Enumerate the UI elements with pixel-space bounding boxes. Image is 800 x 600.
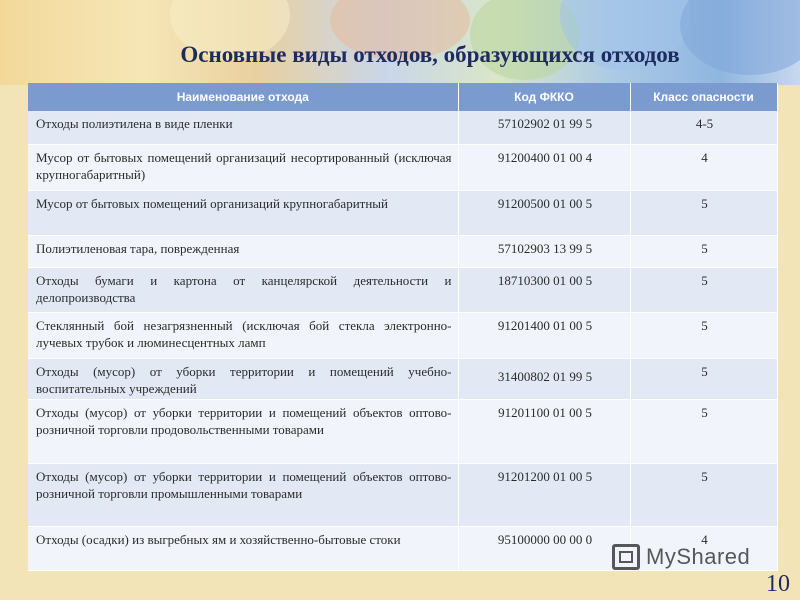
hazard-class-cell: 5 (630, 399, 777, 463)
fkko-code-cell: 31400802 01 99 5 (458, 358, 630, 399)
watermark-text: MyShared (646, 544, 751, 569)
waste-name-cell: Отходы (мусор) от уборки территории и помещений объектов оптово-розничной торговли продовольственными товарами (28, 399, 458, 463)
watermark-logo (612, 540, 762, 574)
waste-name-cell: Отходы (мусор) от уборки территории и помещений учебно-воспитательных учреждений (28, 358, 458, 399)
hazard-class-cell: 5 (630, 190, 777, 235)
hazard-class-cell: 5 (630, 312, 777, 358)
hazard-class-cell: 4 (630, 144, 777, 190)
presentation-icon (612, 544, 640, 570)
table-row (28, 399, 777, 463)
hazard-class-cell: 5 (630, 358, 777, 399)
table-row (28, 190, 777, 235)
table-row (28, 144, 777, 190)
table-row (28, 235, 777, 267)
waste-name-cell: Мусор от бытовых помещений организаций крупногабаритный (28, 190, 458, 235)
table-row (28, 312, 777, 358)
page-title: Основные виды отходов, образующихся отходов (180, 42, 680, 67)
waste-name-cell: Полиэтиленовая тара, поврежденная (28, 235, 458, 267)
header-hazard-class: Класс опасности (630, 83, 777, 111)
fkko-code-cell: 91201400 01 00 5 (458, 312, 630, 358)
table-row (28, 267, 777, 312)
fkko-code-cell: 57102903 13 99 5 (458, 235, 630, 267)
fkko-code-cell: 18710300 01 00 5 (458, 267, 630, 312)
header-waste-name: Наименование отхода (28, 83, 458, 111)
table-row (28, 463, 777, 526)
fkko-code-cell: 95100000 00 00 0 (458, 526, 630, 570)
waste-table-container (28, 83, 777, 571)
hazard-class-cell: 5 (630, 267, 777, 312)
waste-name-cell: Отходы бумаги и картона от канцелярской деятельности и делопроизводства (28, 267, 458, 312)
waste-name-cell: Отходы полиэтилена в виде пленки (28, 111, 458, 144)
table-row (28, 111, 777, 144)
slide-number: 10 (766, 571, 790, 597)
table-header-row (28, 83, 777, 111)
fkko-code-cell: 91200400 01 00 4 (458, 144, 630, 190)
hazard-class-cell: 5 (630, 235, 777, 267)
waste-name-cell: Стеклянный бой незагрязненный (исключая бой стекла электронно-лучевых трубок и люминесцентных ламп (28, 312, 458, 358)
fkko-code-cell: 57102902 01 99 5 (458, 111, 630, 144)
fkko-code-cell: 91200500 01 00 5 (458, 190, 630, 235)
hazard-class-cell: 4 (630, 526, 777, 570)
fkko-code-cell: 91201100 01 00 5 (458, 399, 630, 463)
waste-table (28, 83, 778, 571)
header-fkko-code: Код ФККО (458, 83, 630, 111)
hazard-class-cell: 5 (630, 463, 777, 526)
table-row (28, 358, 777, 399)
fkko-code-cell: 91201200 01 00 5 (458, 463, 630, 526)
waste-name-cell: Мусор от бытовых помещений организаций несортированный (исключая крупногабаритный) (28, 144, 458, 190)
waste-name-cell: Отходы (осадки) из выгребных ям и хозяйственно-бытовые стоки (28, 526, 458, 570)
hazard-class-cell: 4-5 (630, 111, 777, 144)
waste-name-cell: Отходы (мусор) от уборки территории и помещений объектов оптово-розничной торговли промышленными товарами (28, 463, 458, 526)
